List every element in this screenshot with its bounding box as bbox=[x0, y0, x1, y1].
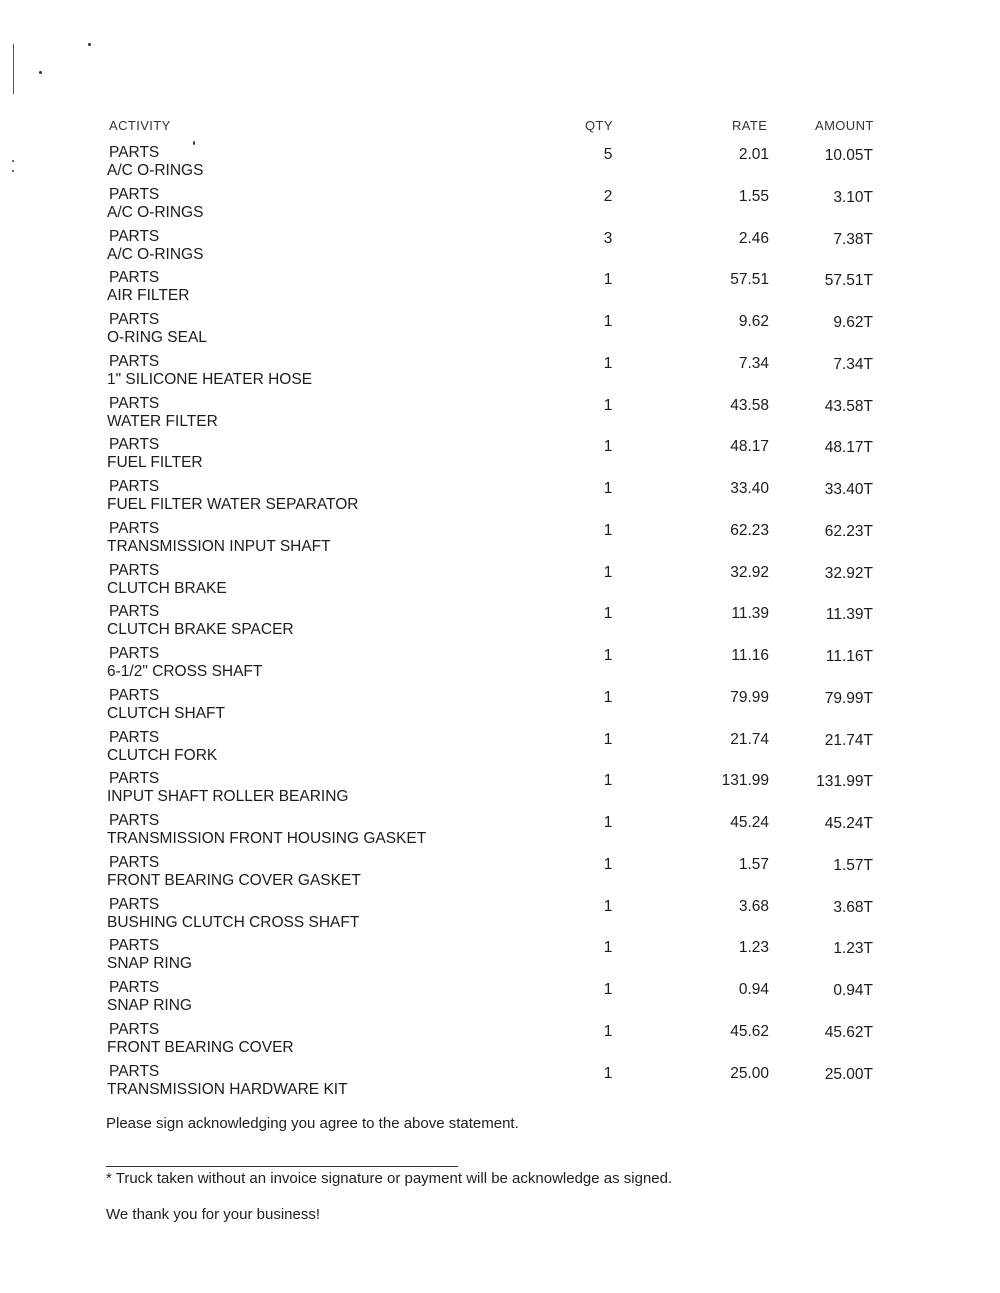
table-row bbox=[0, 687, 1000, 729]
item-rate: 62.23 bbox=[730, 521, 769, 539]
item-amount: 10.05T bbox=[824, 147, 873, 164]
column-header-activity: ACTIVITY bbox=[109, 118, 171, 133]
item-qty: 1 bbox=[603, 1064, 613, 1082]
item-qty: 1 bbox=[603, 480, 613, 497]
item-amount: 25.00T bbox=[824, 1065, 873, 1083]
item-qty: 1 bbox=[603, 688, 613, 706]
item-qty: 1 bbox=[603, 647, 613, 664]
item-description: CLUTCH FORK bbox=[107, 746, 218, 764]
item-qty: 1 bbox=[603, 354, 613, 372]
scan-margin-mark bbox=[13, 44, 14, 94]
item-amount: 131.99T bbox=[816, 773, 873, 791]
item-category: PARTS bbox=[109, 645, 160, 662]
item-amount: 79.99T bbox=[824, 689, 873, 707]
scan-speck bbox=[39, 71, 42, 74]
table-row bbox=[0, 144, 1000, 186]
table-row bbox=[0, 770, 1000, 812]
item-rate: 43.58 bbox=[730, 396, 769, 414]
item-amount: 1.23T bbox=[833, 940, 873, 958]
item-description: SNAP RING bbox=[107, 997, 192, 1014]
item-amount: 11.39T bbox=[825, 606, 873, 624]
item-qty: 3 bbox=[603, 229, 613, 247]
item-description: 6-1/2" CROSS SHAFT bbox=[107, 663, 263, 680]
item-amount: 33.40T bbox=[824, 481, 873, 498]
item-amount: 7.38T bbox=[833, 230, 873, 248]
item-category: PARTS bbox=[109, 561, 160, 579]
table-row bbox=[0, 436, 1000, 478]
table-row bbox=[0, 854, 1000, 896]
item-amount: 45.62T bbox=[824, 1023, 873, 1041]
item-description: BUSHING CLUTCH CROSS SHAFT bbox=[107, 913, 360, 931]
item-rate: 32.92 bbox=[730, 563, 769, 581]
item-qty: 1 bbox=[603, 396, 613, 414]
item-rate: 1.23 bbox=[738, 939, 769, 957]
item-description: CLUTCH BRAKE SPACER bbox=[107, 621, 294, 639]
item-rate: 1.55 bbox=[738, 187, 769, 205]
column-header-qty: QTY bbox=[585, 118, 613, 133]
item-rate: 79.99 bbox=[730, 688, 769, 706]
item-description: A/C O-RINGS bbox=[107, 245, 204, 263]
item-description: O-RING SEAL bbox=[107, 329, 207, 346]
item-description: A/C O-RINGS bbox=[107, 162, 204, 179]
item-description: SNAP RING bbox=[107, 955, 192, 973]
item-rate: 9.62 bbox=[738, 313, 769, 330]
table-row bbox=[0, 520, 1000, 562]
item-description: TRANSMISSION FRONT HOUSING GASKET bbox=[107, 830, 427, 847]
item-category: PARTS bbox=[109, 937, 160, 955]
item-amount: 48.17T bbox=[824, 439, 873, 457]
table-row bbox=[0, 812, 1000, 854]
item-category: PARTS bbox=[109, 436, 160, 454]
item-description: 1" SILICONE HEATER HOSE bbox=[107, 370, 313, 388]
item-rate: 7.34 bbox=[738, 354, 769, 372]
line-items bbox=[0, 144, 1000, 1104]
table-row bbox=[0, 311, 1000, 353]
item-amount: 45.24T bbox=[824, 815, 873, 832]
table-row bbox=[0, 1021, 1000, 1063]
item-amount: 3.68T bbox=[833, 898, 873, 916]
item-description: WATER FILTER bbox=[107, 412, 218, 430]
table-row bbox=[0, 478, 1000, 520]
item-amount: 3.10T bbox=[833, 188, 873, 206]
item-qty: 1 bbox=[603, 772, 613, 790]
item-category: PARTS bbox=[109, 728, 160, 746]
table-row bbox=[0, 562, 1000, 604]
table-row bbox=[0, 186, 1000, 228]
item-rate: 11.16 bbox=[731, 647, 769, 664]
item-description: INPUT SHAFT ROLLER BEARING bbox=[107, 788, 349, 806]
item-rate: 3.68 bbox=[738, 897, 769, 915]
item-rate: 2.46 bbox=[738, 229, 769, 247]
column-header-amount: AMOUNT bbox=[815, 118, 874, 133]
item-category: PARTS bbox=[109, 1020, 160, 1038]
item-qty: 1 bbox=[603, 271, 613, 289]
table-row bbox=[0, 603, 1000, 645]
item-qty: 1 bbox=[603, 521, 613, 539]
item-qty: 1 bbox=[603, 313, 613, 330]
item-category: PARTS bbox=[109, 895, 160, 913]
item-description: TRANSMISSION HARDWARE KIT bbox=[107, 1080, 348, 1098]
item-category: PARTS bbox=[109, 519, 160, 537]
item-rate: 0.94 bbox=[738, 981, 769, 998]
item-category: PARTS bbox=[109, 227, 160, 245]
item-qty: 1 bbox=[603, 563, 613, 581]
item-description: CLUTCH SHAFT bbox=[107, 704, 225, 722]
item-category: PARTS bbox=[109, 686, 160, 704]
item-rate: 45.24 bbox=[730, 814, 769, 831]
item-rate: 2.01 bbox=[738, 146, 769, 163]
table-row bbox=[0, 228, 1000, 270]
item-amount: 11.16T bbox=[825, 648, 873, 665]
item-rate: 48.17 bbox=[730, 438, 769, 456]
item-rate: 57.51 bbox=[730, 271, 769, 289]
item-category: PARTS bbox=[109, 1062, 160, 1080]
item-category: PARTS bbox=[109, 979, 160, 996]
item-qty: 1 bbox=[603, 1022, 613, 1040]
item-qty: 1 bbox=[603, 939, 613, 957]
item-rate: 33.40 bbox=[730, 480, 769, 497]
item-qty: 1 bbox=[603, 855, 613, 873]
item-amount: 32.92T bbox=[824, 564, 873, 582]
table-row bbox=[0, 729, 1000, 771]
item-category: PARTS bbox=[109, 478, 160, 495]
item-description: AIR FILTER bbox=[107, 287, 190, 305]
item-qty: 1 bbox=[603, 981, 613, 998]
table-row bbox=[0, 353, 1000, 395]
item-rate: 131.99 bbox=[721, 772, 769, 790]
item-qty: 1 bbox=[603, 438, 613, 456]
item-amount: 9.62T bbox=[833, 314, 873, 331]
item-amount: 62.23T bbox=[824, 522, 873, 540]
item-amount: 7.34T bbox=[833, 355, 873, 373]
item-qty: 1 bbox=[603, 605, 613, 623]
item-qty: 1 bbox=[603, 730, 613, 748]
item-amount: 43.58T bbox=[824, 397, 873, 415]
column-header-rate: RATE bbox=[732, 118, 768, 133]
table-row bbox=[0, 269, 1000, 311]
item-category: PARTS bbox=[109, 853, 160, 871]
table-row bbox=[0, 1063, 1000, 1105]
item-qty: 1 bbox=[603, 897, 613, 915]
item-amount: 1.57T bbox=[833, 856, 873, 874]
item-category: PARTS bbox=[109, 603, 160, 621]
item-rate: 21.74 bbox=[730, 730, 769, 748]
scan-speck bbox=[88, 43, 91, 46]
thank-you-note: We thank you for your business! bbox=[106, 1206, 320, 1223]
item-amount: 57.51T bbox=[824, 272, 873, 290]
item-rate: 25.00 bbox=[730, 1064, 769, 1082]
item-rate: 45.62 bbox=[730, 1022, 769, 1040]
item-category: PARTS bbox=[109, 185, 160, 203]
item-description: FUEL FILTER WATER SEPARATOR bbox=[107, 496, 359, 513]
table-row bbox=[0, 937, 1000, 979]
table-row bbox=[0, 979, 1000, 1021]
item-qty: 2 bbox=[603, 187, 613, 205]
signature-note: * Truck taken without an invoice signature or payment will be acknowledge as signed. bbox=[106, 1170, 673, 1187]
item-description: FUEL FILTER bbox=[107, 454, 203, 472]
item-description: A/C O-RINGS bbox=[107, 203, 204, 221]
acknowledge-statement: Please sign acknowledging you agree to the above statement. bbox=[106, 1115, 519, 1132]
item-category: PARTS bbox=[109, 770, 160, 788]
item-rate: 11.39 bbox=[731, 605, 769, 623]
item-qty: 5 bbox=[603, 146, 613, 163]
item-category: PARTS bbox=[109, 144, 160, 161]
item-category: PARTS bbox=[109, 269, 160, 287]
item-amount: 0.94T bbox=[833, 982, 873, 999]
table-row bbox=[0, 395, 1000, 437]
item-category: PARTS bbox=[109, 311, 160, 328]
item-description: FRONT BEARING COVER GASKET bbox=[107, 871, 361, 889]
item-category: PARTS bbox=[109, 352, 160, 370]
table-row bbox=[0, 645, 1000, 687]
item-description: TRANSMISSION INPUT SHAFT bbox=[107, 537, 331, 555]
item-rate: 1.57 bbox=[738, 855, 769, 873]
item-amount: 21.74T bbox=[824, 731, 873, 749]
item-qty: 1 bbox=[603, 814, 613, 831]
table-row bbox=[0, 896, 1000, 938]
item-category: PARTS bbox=[109, 812, 160, 829]
item-description: FRONT BEARING COVER bbox=[107, 1038, 294, 1056]
item-category: PARTS bbox=[109, 394, 160, 412]
item-description: CLUTCH BRAKE bbox=[107, 579, 227, 597]
signature-line bbox=[106, 1166, 458, 1167]
